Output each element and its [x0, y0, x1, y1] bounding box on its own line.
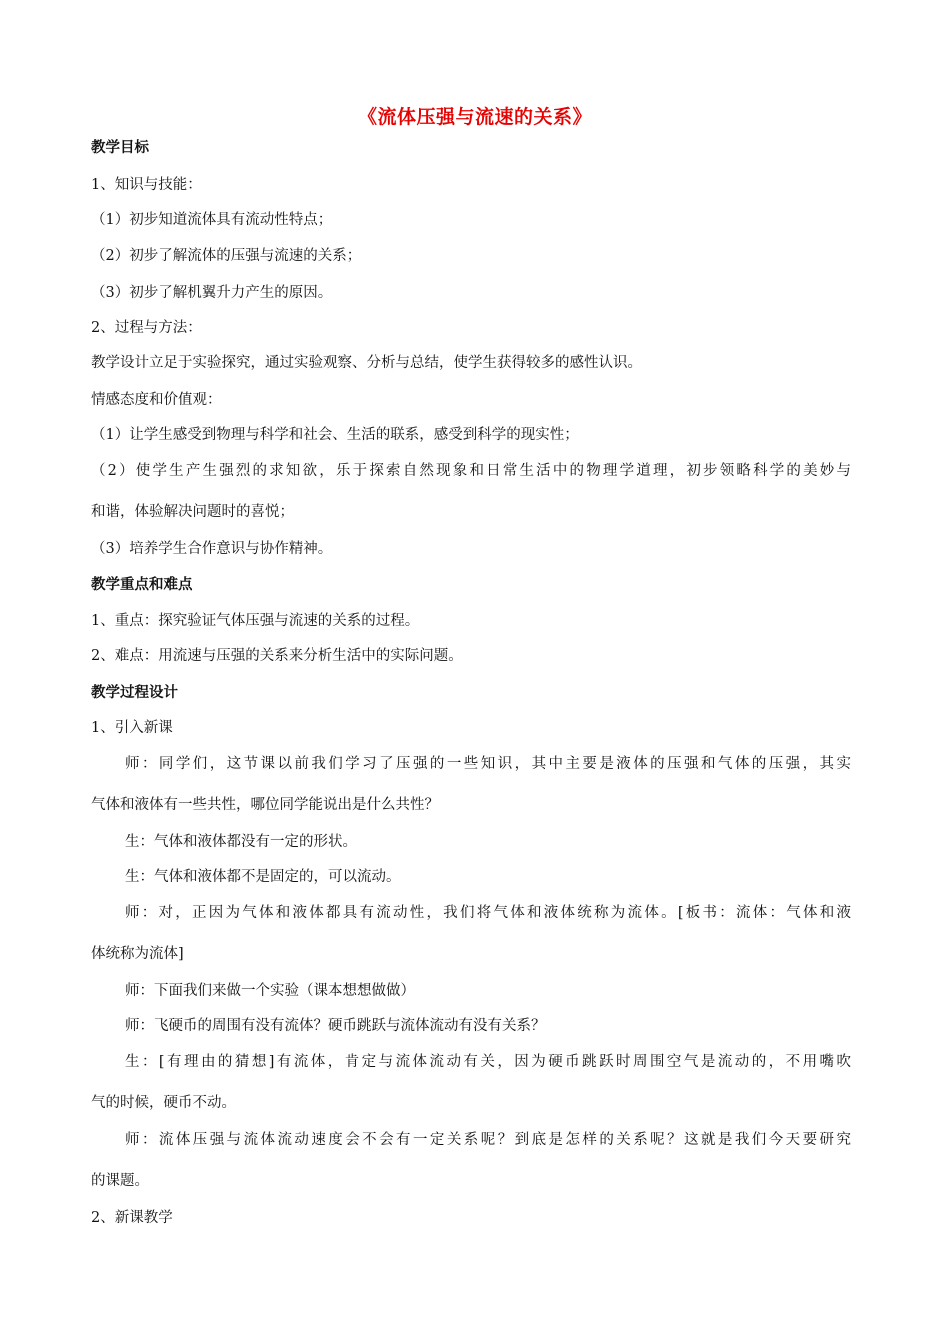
- paragraph-line: 师：同学们，这节课以前我们学习了压强的一些知识，其中主要是液体的压强和气体的压强，其实: [125, 756, 851, 772]
- section-heading-process: 教学过程设计: [91, 685, 178, 701]
- paragraph-line: 体统称为流体]: [91, 946, 184, 962]
- paragraph-line: （2）初步了解流体的压强与流速的关系；: [91, 248, 362, 264]
- paragraph-line: 生：气体和液体都没有一定的形状。: [125, 834, 357, 850]
- paragraph-line: （3）培养学生合作意识与协作精神。: [91, 541, 333, 557]
- paragraph-line: 1、引入新课: [91, 720, 173, 736]
- paragraph-line: 师：对，正因为气体和液体都具有流动性，我们将气体和液体统称为流体。[板书：流体：气体和液: [125, 905, 851, 921]
- paragraph-line: （1）初步知道流体具有流动性特点；: [91, 212, 333, 228]
- paragraph-line: （1）让学生感受到物理与科学和社会、生活的联系，感受到科学的现实性；: [91, 427, 579, 443]
- section-heading-objectives: 教学目标: [91, 140, 149, 156]
- paragraph-line: （3）初步了解机翼升力产生的原因。: [91, 285, 333, 301]
- paragraph-line: 气体和液体有一些共性，哪位同学能说出是什么共性？: [91, 797, 439, 813]
- paragraph-line: 师：流体压强与流体流动速度会不会有一定关系呢？到底是怎样的关系呢？这就是我们今天要研究: [125, 1132, 851, 1148]
- paragraph-line: 2、新课教学: [91, 1210, 173, 1226]
- paragraph-line: 生：气体和液体都不是固定的，可以流动。: [125, 869, 401, 885]
- paragraph-line: 2、过程与方法：: [91, 320, 202, 336]
- paragraph-line: 师：下面我们来做一个实验（课本想想做做）: [125, 983, 415, 999]
- paragraph-line: 情感态度和价值观：: [91, 392, 222, 408]
- paragraph-line: 1、知识与技能：: [91, 177, 202, 193]
- paragraph-line: 教学设计立足于实验探究，通过实验观察、分析与总结，使学生获得较多的感性认识。: [91, 355, 642, 371]
- paragraph-line: 的课题。: [91, 1173, 149, 1189]
- paragraph-line: （2）使学生产生强烈的求知欲，乐于探索自然现象和日常生活中的物理学道理，初步领略科学的美妙与: [91, 463, 851, 479]
- paragraph-line: 1、重点：探究验证气体压强与流速的关系的过程。: [91, 613, 420, 629]
- paragraph-line: 生：[有理由的猜想]有流体，肯定与流体流动有关，因为硬币跳跃时周围空气是流动的，不用嘴吹: [125, 1054, 851, 1070]
- paragraph-line: 和谐，体验解决问题时的喜悦；: [91, 504, 294, 520]
- paragraph-line: 2、难点：用流速与压强的关系来分析生活中的实际问题。: [91, 648, 463, 664]
- paragraph-line: 气的时候，硬币不动。: [91, 1095, 236, 1111]
- section-heading-key-points: 教学重点和难点: [91, 577, 193, 593]
- paragraph-line: 师：飞硬币的周围有没有流体？硬币跳跃与流体流动有没有关系？: [125, 1018, 546, 1034]
- document-title: 《流体压强与流速的关系》: [357, 106, 592, 128]
